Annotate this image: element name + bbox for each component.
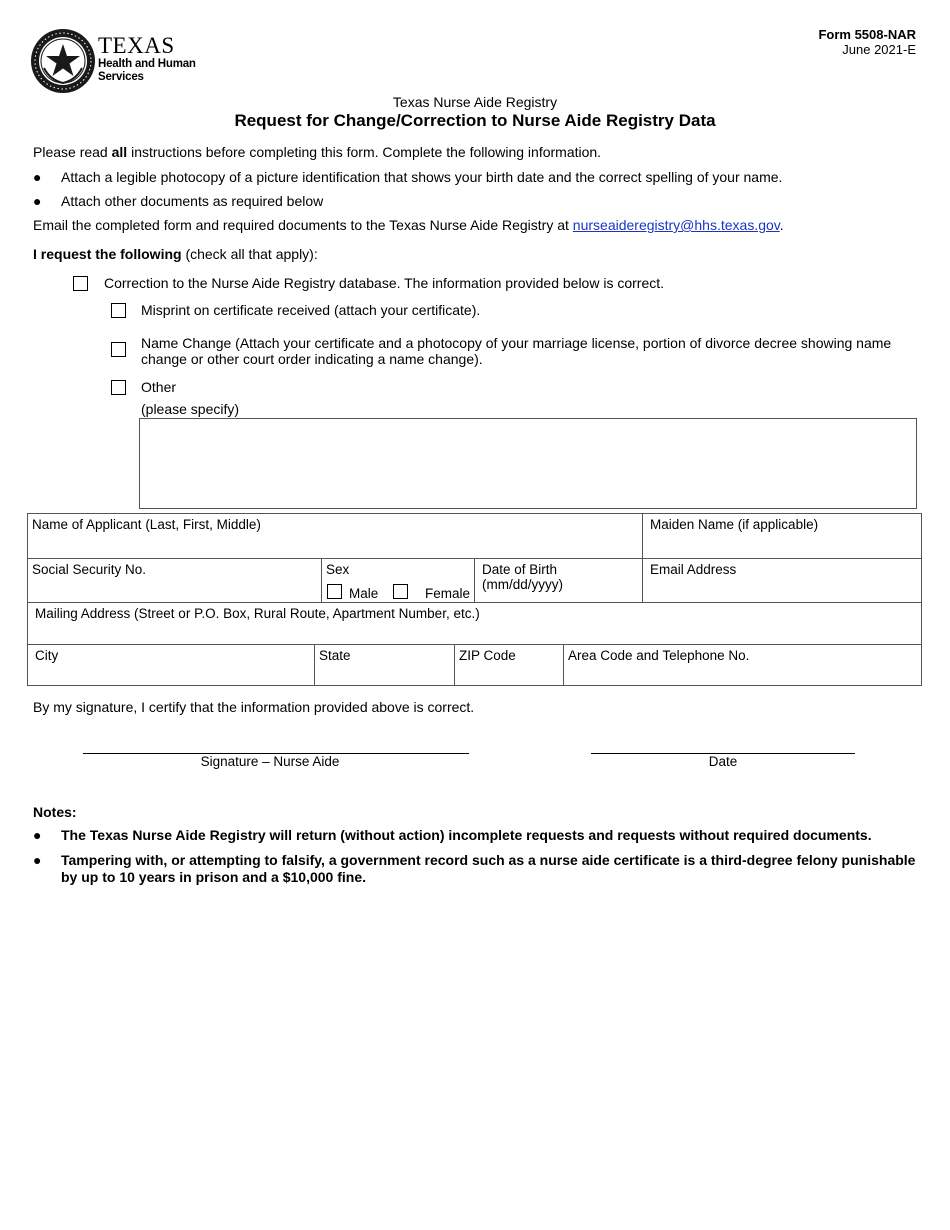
name-change-label [141, 335, 891, 367]
name-change-checkbox[interactable] [111, 342, 126, 357]
form-number: Form 5508-NAR [818, 27, 916, 42]
phone-label: Area Code and Telephone No. [568, 648, 750, 663]
other-label: Other [141, 379, 177, 395]
intro-text [33, 144, 601, 160]
request-heading [33, 246, 318, 262]
maiden-name-label: Maiden Name (if applicable) [650, 517, 819, 532]
female-checkbox[interactable] [393, 584, 408, 599]
email-prefix: Email the completed form and required documents to the Texas Nurse Aide Registry at [33, 217, 573, 233]
form-subtitle: Texas Nurse Aide Registry [392, 94, 558, 110]
email-field[interactable] [643, 559, 922, 603]
signature-caption: Signature – Nurse Aide [200, 754, 340, 769]
hhs-logo [30, 28, 200, 96]
bullet-icon: ● [33, 852, 42, 868]
form-date: June 2021-E [842, 42, 916, 57]
note-text: Tampering with, or attempting to falsify, a government record such as a nurse aide certificate is a third-degree felony punishable by up to 10 years in prison and a $10,000 fine. [61, 852, 916, 885]
texas-seal-icon [30, 28, 96, 94]
dob-field[interactable] [475, 559, 643, 603]
email-label: Email Address [650, 562, 737, 577]
state-field[interactable] [315, 645, 455, 686]
bullet-icon: ● [33, 193, 42, 209]
applicant-info-grid [27, 513, 922, 686]
zip-field[interactable] [455, 645, 564, 686]
bullet-text: Attach a legible photocopy of a picture identification that shows your birth date and the correct spelling of your name. [61, 169, 783, 185]
email-suffix: . [779, 217, 784, 233]
certify-statement: By my signature, I certify that the information provided above is correct. [33, 699, 475, 715]
mailing-address-label: Mailing Address (Street or P.O. Box, Rural Route, Apartment Number, etc.) [35, 606, 480, 621]
request-heading-rest: (check all that apply): [181, 246, 318, 262]
city-label: City [35, 648, 59, 663]
misprint-checkbox[interactable] [111, 303, 126, 318]
sex-label: Sex [326, 562, 350, 577]
misprint-label: Misprint on certificate received (attach your certificate). [141, 302, 481, 318]
note-item [33, 827, 918, 844]
dob-label: Date of Birth (mm/dd/yyyy) [482, 562, 563, 592]
bullet-text: Attach other documents as required below [61, 193, 324, 209]
applicant-name-label: Name of Applicant (Last, First, Middle) [32, 517, 261, 532]
female-label: Female [425, 586, 471, 601]
ssn-label: Social Security No. [32, 562, 147, 577]
specify-textarea[interactable] [139, 418, 917, 509]
notes-heading: Notes: [33, 804, 77, 820]
note-text: The Texas Nurse Aide Registry will return (without action) incomplete requests and requests without required documents. [61, 827, 872, 843]
logo-state: TEXAS [98, 33, 175, 58]
bullet-icon: ● [33, 169, 42, 185]
mailing-address-field[interactable] [28, 603, 922, 645]
name-change-line1: Name Change (Attach your certificate and a photocopy of your marriage license, portion of divorce decree showing name [141, 335, 892, 351]
intro-suffix: instructions before completing this form. Complete the following information. [127, 144, 602, 160]
other-checkbox[interactable] [111, 380, 126, 395]
registry-email-link[interactable]: nurseaideregistry@hhs.texas.gov [572, 217, 780, 233]
male-checkbox[interactable] [327, 584, 342, 599]
intro-prefix: Please read [33, 144, 112, 160]
name-change-line2: change or other court order indicating a name change). [141, 351, 483, 367]
city-field[interactable] [28, 645, 315, 686]
ssn-field[interactable] [28, 559, 322, 603]
note-item [33, 852, 918, 886]
date-caption: Date [708, 754, 738, 769]
form-number-block [818, 27, 916, 57]
phone-field[interactable] [564, 645, 922, 686]
intro-emphasis: all [111, 144, 128, 160]
applicant-name-field[interactable] [28, 514, 643, 559]
request-heading-bold: I request the following [33, 246, 182, 262]
email-instruction [33, 217, 784, 233]
specify-label: (please specify) [141, 401, 240, 417]
sex-field [322, 559, 475, 603]
logo-agency-line1: Health and Human [98, 58, 196, 70]
zip-label: ZIP Code [459, 648, 516, 663]
logo-agency-line2: Services [98, 71, 144, 83]
correction-label: Correction to the Nurse Aide Registry database. The information provided below is correct. [104, 275, 665, 291]
state-label: State [319, 648, 351, 663]
maiden-name-field[interactable] [643, 514, 922, 559]
correction-checkbox[interactable] [73, 276, 88, 291]
male-label: Male [349, 586, 379, 601]
form-title: Request for Change/Correction to Nurse Aide Registry Data [234, 111, 716, 130]
bullet-icon: ● [33, 827, 42, 843]
